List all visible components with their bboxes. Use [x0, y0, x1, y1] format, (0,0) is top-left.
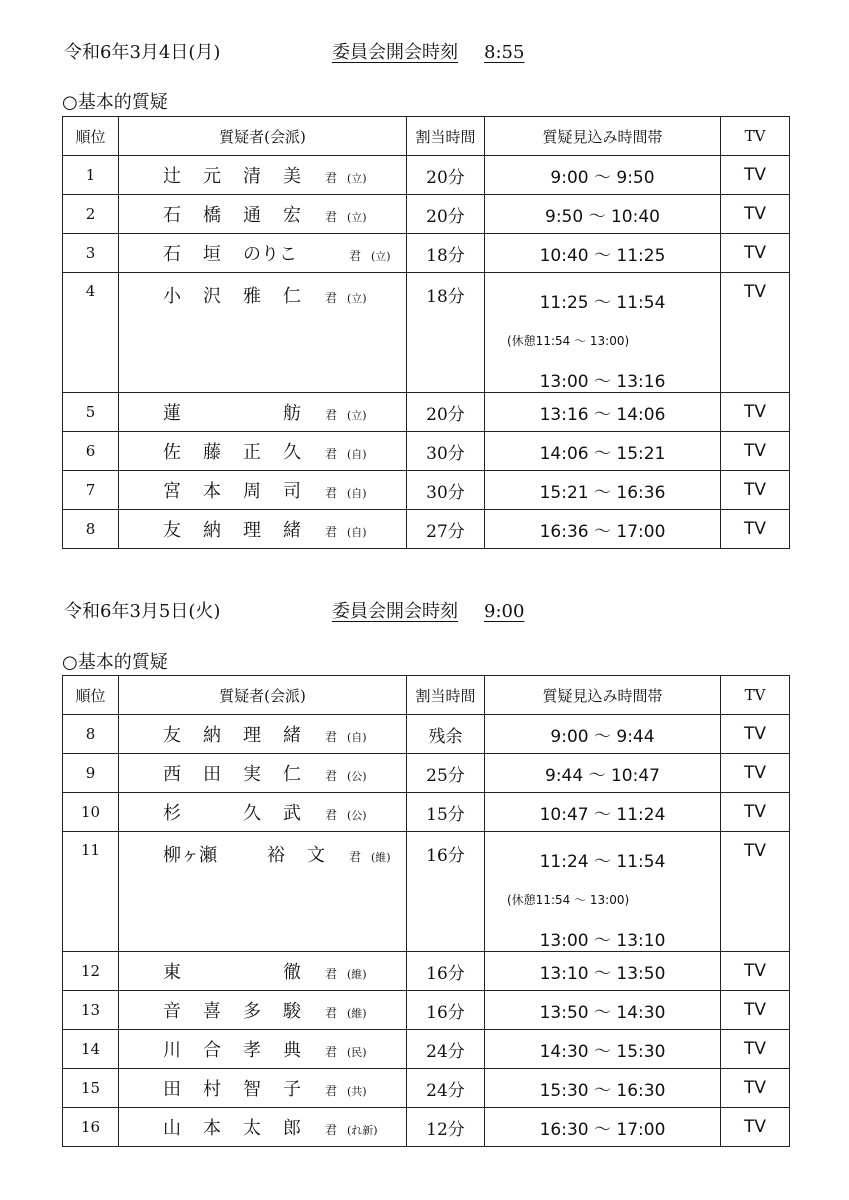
- time-slot-cell: 14:30 ～ 15:30: [485, 1030, 721, 1069]
- questioner-cell: [119, 952, 407, 991]
- name-char: 典: [283, 1040, 301, 1061]
- table-row: [63, 754, 790, 793]
- name-char: のりこ: [243, 244, 297, 265]
- name-char: 藤: [203, 442, 221, 463]
- table-row: [63, 991, 790, 1030]
- tv-cell: TV: [721, 1108, 790, 1147]
- header-row: [63, 676, 790, 715]
- questioner-cell: [119, 195, 407, 234]
- name-char: 仁: [283, 764, 301, 785]
- name-char: 音: [163, 1001, 181, 1022]
- allotted-time-cell: 16分: [407, 952, 485, 991]
- tv-cell: TV: [721, 471, 790, 510]
- table-row: [63, 234, 790, 273]
- allotted-time-cell: 15分: [407, 793, 485, 832]
- questioner-name: [163, 477, 323, 503]
- questioner-cell: [119, 1069, 407, 1108]
- allotted-time-cell: 30分: [407, 471, 485, 510]
- party-label: (立): [347, 409, 367, 422]
- name-char: 納: [203, 520, 221, 541]
- tv-header: TV: [721, 117, 790, 156]
- table-row: [63, 1030, 790, 1069]
- table-row: [63, 393, 790, 432]
- session-date-line: [64, 38, 524, 64]
- name-char: 正: [243, 442, 261, 463]
- time-slot-cell: 9:44 ～ 10:47: [485, 754, 721, 793]
- name-char: 太: [243, 1118, 261, 1139]
- allotted-time-cell: 20分: [407, 393, 485, 432]
- name-char: 東: [163, 962, 181, 983]
- time-slot-cell: 16:30 ～ 17:00: [485, 1108, 721, 1147]
- name-char: 仁: [283, 286, 301, 307]
- session-date: 令和6年3月4日(月): [64, 42, 221, 63]
- honorific: 君: [325, 486, 338, 500]
- name-char: 多: [243, 1001, 261, 1022]
- table-row: [63, 1108, 790, 1147]
- time-slot: 11:25 ～ 11:54: [539, 293, 666, 313]
- name-char: 蓮: [163, 403, 181, 424]
- tv-cell: TV: [721, 195, 790, 234]
- name-char: 田: [203, 764, 221, 785]
- rank-cell: 7: [63, 471, 119, 510]
- questioner-cell: [119, 1030, 407, 1069]
- rank-header: 順位: [63, 117, 119, 156]
- opening-time-value: 9:00: [484, 601, 525, 622]
- table-row: [63, 832, 790, 952]
- recess-note: (休憩11:54 ～ 13:00): [507, 333, 630, 348]
- time-slot-after-recess: 13:00 ～ 13:10: [539, 931, 666, 951]
- time-slot-cell: 13:16 ～ 14:06: [485, 393, 721, 432]
- honorific: 君: [325, 730, 338, 744]
- table-row: [63, 432, 790, 471]
- party-label: (れ新): [347, 1124, 378, 1137]
- honorific: 君: [325, 171, 338, 185]
- name-char: 石: [163, 244, 181, 265]
- tv-cell: TV: [721, 393, 790, 432]
- honorific: 君: [349, 850, 362, 864]
- table-row: [63, 156, 790, 195]
- party-label: (自): [347, 526, 367, 539]
- time-slot-cell: 10:40 ～ 11:25: [485, 234, 721, 273]
- name-char: 文: [307, 845, 325, 866]
- name-char: 友: [163, 725, 181, 746]
- name-char: 本: [203, 1118, 221, 1139]
- rank-cell: 16: [63, 1108, 119, 1147]
- questioner-name: [163, 282, 323, 308]
- name-char: 佐: [163, 442, 181, 463]
- name-char: 本: [203, 481, 221, 502]
- allotted-time-cell: 24分: [407, 1030, 485, 1069]
- name-char: 実: [243, 764, 261, 785]
- session-date-line: [64, 597, 524, 623]
- party-label: (立): [347, 211, 367, 224]
- question-schedule-table: [62, 675, 790, 1147]
- rank-cell: 2: [63, 195, 119, 234]
- questioner-cell: [119, 754, 407, 793]
- table-row: [63, 793, 790, 832]
- time-slot-cell: 13:50 ～ 14:30: [485, 991, 721, 1030]
- name-char: 宮: [163, 481, 181, 502]
- party-label: (共): [347, 1085, 367, 1098]
- allotted-time-cell: 20分: [407, 195, 485, 234]
- tv-cell: TV: [721, 156, 790, 195]
- rank-cell: 8: [63, 715, 119, 754]
- name-char: 川: [163, 1040, 181, 1061]
- name-char: 納: [203, 725, 221, 746]
- allotted-time-cell: 16分: [407, 991, 485, 1030]
- party-label: (維): [347, 968, 367, 981]
- questioner-name: [163, 958, 323, 984]
- time-slot-cell: 16:36 ～ 17:00: [485, 510, 721, 549]
- time-slot-cell: 15:21 ～ 16:36: [485, 471, 721, 510]
- name-char: 小: [163, 286, 181, 307]
- allotted-time-cell: 20分: [407, 156, 485, 195]
- name-char: 友: [163, 520, 181, 541]
- honorific: 君: [325, 408, 338, 422]
- questioner-cell: [119, 471, 407, 510]
- name-char: 宏: [283, 205, 301, 226]
- honorific: 君: [325, 1123, 338, 1137]
- name-char: 田: [163, 1079, 181, 1100]
- honorific: 君: [325, 210, 338, 224]
- allotted-time-cell: 12分: [407, 1108, 485, 1147]
- rank-cell: 14: [63, 1030, 119, 1069]
- allotted-time-header: 割当時間: [407, 117, 485, 156]
- table-row: [63, 273, 790, 393]
- name-char: 沢: [203, 286, 221, 307]
- allotted-time-cell: 16分: [407, 832, 485, 952]
- honorific: 君: [325, 808, 338, 822]
- rank-cell: 8: [63, 510, 119, 549]
- tv-cell: TV: [721, 510, 790, 549]
- questioner-cell: [119, 393, 407, 432]
- rank-cell: 4: [63, 273, 119, 393]
- opening-time-value: 8:55: [484, 42, 525, 63]
- questioner-name: [163, 162, 323, 188]
- table-row: [63, 195, 790, 234]
- name-char: 山: [163, 1118, 181, 1139]
- party-label: (立): [371, 250, 391, 263]
- tv-cell: TV: [721, 1069, 790, 1108]
- name-char: 郎: [283, 1118, 301, 1139]
- allotted-time-cell: 24分: [407, 1069, 485, 1108]
- table-row: [63, 715, 790, 754]
- section-heading: ○基本的質疑: [62, 92, 168, 113]
- allotted-time-cell: 残余: [407, 715, 485, 754]
- opening-label: 委員会開会時刻: [332, 42, 458, 63]
- questioner-cell: [119, 793, 407, 832]
- name-char: 石: [163, 205, 181, 226]
- honorific: 君: [325, 769, 338, 783]
- rank-cell: 10: [63, 793, 119, 832]
- table-row: [63, 952, 790, 991]
- tv-cell: TV: [721, 234, 790, 273]
- name-char: 雅: [243, 286, 261, 307]
- time-slot-header: 質疑見込み時間帯: [485, 117, 721, 156]
- name-char: 智: [243, 1079, 261, 1100]
- name-char: 久: [283, 442, 301, 463]
- time-slot-cell: 14:06 ～ 15:21: [485, 432, 721, 471]
- name-char: 喜: [203, 1001, 221, 1022]
- party-label: (維): [371, 851, 391, 864]
- opening-label: 委員会開会時刻: [332, 601, 458, 622]
- tv-cell: TV: [721, 432, 790, 471]
- questioner-cell: [119, 432, 407, 471]
- questioner-name: [163, 1036, 323, 1062]
- name-char: 孝: [243, 1040, 261, 1061]
- name-char: 清: [243, 166, 261, 187]
- honorific: 君: [325, 1084, 338, 1098]
- rank-cell: 13: [63, 991, 119, 1030]
- name-char: 柳ヶ瀬: [163, 845, 217, 866]
- questioner-cell: [119, 1108, 407, 1147]
- questioner-cell: [119, 715, 407, 754]
- name-char: 橋: [203, 205, 221, 226]
- party-label: (立): [347, 172, 367, 185]
- party-label: (自): [347, 731, 367, 744]
- party-label: (自): [347, 448, 367, 461]
- time-slot-header: 質疑見込み時間帯: [485, 676, 721, 715]
- name-char: 司: [283, 481, 301, 502]
- name-char: 西: [163, 764, 181, 785]
- time-slot-cell: 15:30 ～ 16:30: [485, 1069, 721, 1108]
- opening-time: [332, 601, 524, 622]
- tv-header: TV: [721, 676, 790, 715]
- table-row: [63, 510, 790, 549]
- questioner-cell: [119, 991, 407, 1030]
- allotted-time-header: 割当時間: [407, 676, 485, 715]
- questioner-name: [163, 1114, 323, 1140]
- name-char: 村: [203, 1079, 221, 1100]
- rank-cell: 5: [63, 393, 119, 432]
- tv-cell: TV: [721, 952, 790, 991]
- rank-cell: 6: [63, 432, 119, 471]
- name-char: 通: [243, 205, 261, 226]
- name-char: 舫: [283, 403, 301, 424]
- questioner-name: [163, 721, 323, 747]
- questioner-name: [163, 841, 347, 867]
- rank-cell: 15: [63, 1069, 119, 1108]
- name-char: 元: [203, 166, 221, 187]
- questioner-name: [163, 997, 323, 1023]
- party-label: (自): [347, 487, 367, 500]
- name-char: 緒: [283, 725, 301, 746]
- rank-cell: 9: [63, 754, 119, 793]
- name-char: 理: [243, 520, 261, 541]
- questioner-name: [163, 438, 323, 464]
- party-label: (立): [347, 292, 367, 305]
- section-heading: ○基本的質疑: [62, 652, 168, 673]
- honorific: 君: [325, 525, 338, 539]
- time-slot-cell: 10:47 ～ 11:24: [485, 793, 721, 832]
- questioner-cell: [119, 234, 407, 273]
- allotted-time-cell: 30分: [407, 432, 485, 471]
- questioner-cell: [119, 273, 407, 393]
- party-label: (公): [347, 809, 367, 822]
- rank-header: 順位: [63, 676, 119, 715]
- tv-cell: TV: [721, 991, 790, 1030]
- table-row: [63, 471, 790, 510]
- name-char: 垣: [203, 244, 221, 265]
- question-schedule-table: [62, 116, 790, 549]
- time-slot-cell: 9:00 ～ 9:50: [485, 156, 721, 195]
- questioner-name: [163, 760, 323, 786]
- allotted-time-cell: 27分: [407, 510, 485, 549]
- party-label: (維): [347, 1007, 367, 1020]
- name-char: 緒: [283, 520, 301, 541]
- allotted-time-cell: 25分: [407, 754, 485, 793]
- rank-cell: 11: [63, 832, 119, 952]
- questioner-name: [163, 201, 323, 227]
- time-slot-cell: [485, 273, 721, 393]
- questioner-name: [163, 1075, 323, 1101]
- tv-cell: TV: [721, 832, 790, 952]
- time-slot-group: [485, 282, 720, 392]
- session-date: 令和6年3月5日(火): [64, 601, 221, 622]
- questioner-name: [163, 799, 323, 825]
- tv-cell: TV: [721, 793, 790, 832]
- time-slot-cell: 9:00 ～ 9:44: [485, 715, 721, 754]
- name-char: 杉: [163, 803, 181, 824]
- header-row: [63, 117, 790, 156]
- name-char: 子: [283, 1079, 301, 1100]
- questioner-header: 質疑者(会派): [119, 117, 407, 156]
- name-char: 周: [243, 481, 261, 502]
- time-slot-cell: 9:50 ～ 10:40: [485, 195, 721, 234]
- table-row: [63, 1069, 790, 1108]
- rank-cell: 12: [63, 952, 119, 991]
- tv-cell: TV: [721, 715, 790, 754]
- questioner-name: [163, 240, 347, 266]
- rank-cell: 1: [63, 156, 119, 195]
- name-char: 久: [243, 803, 261, 824]
- time-slot-after-recess: 13:00 ～ 13:16: [539, 372, 666, 392]
- time-slot-cell: 13:10 ～ 13:50: [485, 952, 721, 991]
- party-label: (民): [347, 1046, 367, 1059]
- tv-cell: TV: [721, 273, 790, 393]
- honorific: 君: [325, 447, 338, 461]
- name-char: 合: [203, 1040, 221, 1061]
- time-slot-cell: [485, 832, 721, 952]
- tv-cell: TV: [721, 754, 790, 793]
- time-slot: 11:24 ～ 11:54: [539, 852, 666, 872]
- honorific: 君: [325, 291, 338, 305]
- honorific: 君: [325, 967, 338, 981]
- honorific: 君: [325, 1006, 338, 1020]
- time-slot-group: [485, 841, 720, 951]
- allotted-time-cell: 18分: [407, 273, 485, 393]
- recess-note: (休憩11:54 ～ 13:00): [507, 892, 630, 907]
- questioner-name: [163, 516, 323, 542]
- questioner-cell: [119, 832, 407, 952]
- questioner-name: [163, 399, 323, 425]
- name-char: 理: [243, 725, 261, 746]
- tv-cell: TV: [721, 1030, 790, 1069]
- opening-time: [332, 42, 524, 63]
- questioner-cell: [119, 510, 407, 549]
- name-char: 徹: [283, 962, 301, 983]
- name-char: 辻: [163, 166, 181, 187]
- name-char: 美: [283, 166, 301, 187]
- name-char: 武: [283, 803, 301, 824]
- allotted-time-cell: 18分: [407, 234, 485, 273]
- honorific: 君: [325, 1045, 338, 1059]
- questioner-header: 質疑者(会派): [119, 676, 407, 715]
- honorific: 君: [349, 249, 362, 263]
- name-char: 駿: [283, 1001, 301, 1022]
- questioner-cell: [119, 156, 407, 195]
- name-char: 裕: [267, 845, 285, 866]
- rank-cell: 3: [63, 234, 119, 273]
- party-label: (公): [347, 770, 367, 783]
